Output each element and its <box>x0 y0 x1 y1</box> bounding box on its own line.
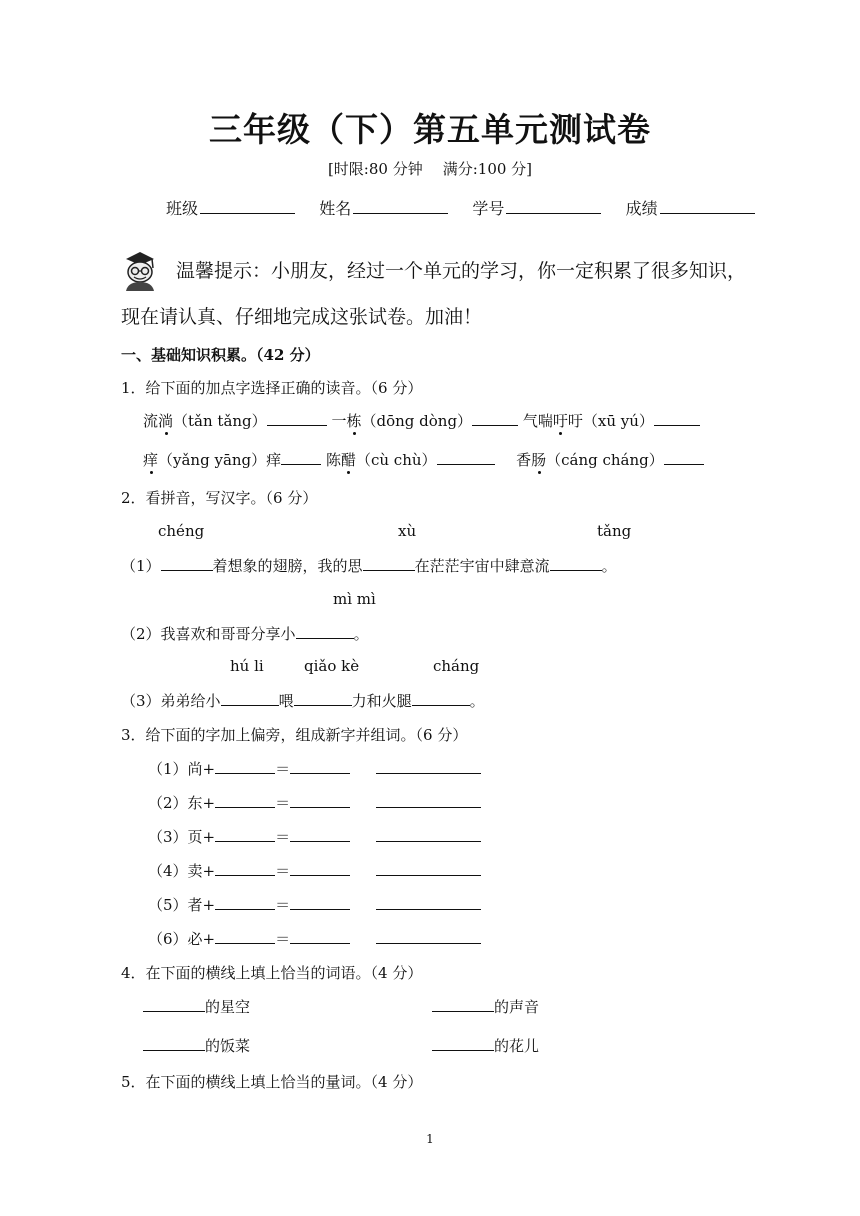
grade-field[interactable] <box>660 197 755 214</box>
new-character-blank[interactable] <box>290 894 350 910</box>
grade-label: 成绩 <box>625 199 658 218</box>
answer-blank[interactable] <box>143 1035 205 1051</box>
name-field[interactable] <box>353 197 448 214</box>
student-info-row <box>166 196 755 219</box>
question-1-row-1 <box>143 410 700 431</box>
answer-blank[interactable] <box>550 555 602 571</box>
sentence-text: 在茫茫宇宙中肆意流 <box>414 557 550 575</box>
section-heading: 一、基础知识积累。（42 分） <box>121 346 320 364</box>
sentence-text: 。 <box>469 692 485 710</box>
pinyin-hint: hú li <box>230 657 264 675</box>
word-blank[interactable] <box>376 860 481 876</box>
answer-blank[interactable] <box>432 996 494 1012</box>
item-number: （2） <box>148 794 188 812</box>
phrase-text: 的饭菜 <box>205 1037 251 1055</box>
page-number: 1 <box>426 1132 434 1146</box>
pinyin-options: （yǎng yāng）痒 <box>158 451 282 469</box>
pinyin-hint: mì mì <box>333 590 376 608</box>
pinyin-hint: xù <box>398 522 417 540</box>
word-blank[interactable] <box>376 792 481 808</box>
answer-blank[interactable] <box>437 449 495 465</box>
new-character-blank[interactable] <box>290 860 350 876</box>
question-4-item-d <box>432 1035 539 1056</box>
item-number: （3） <box>121 692 161 710</box>
new-character-blank[interactable] <box>290 826 350 842</box>
sentence-text: 着想象的翅膀，我的思 <box>212 557 363 575</box>
sentence-text: 。 <box>353 625 369 643</box>
class-field[interactable] <box>200 197 295 214</box>
radical-blank[interactable] <box>215 928 275 944</box>
sentence-text: 。 <box>601 557 617 575</box>
item-number: （5） <box>148 896 188 914</box>
pinyin-hint: tǎng <box>597 522 632 540</box>
item-number: （3） <box>148 828 188 846</box>
answer-blank[interactable] <box>161 555 213 571</box>
radical-blank[interactable] <box>215 792 275 808</box>
sentence-text: 我喜欢和哥哥分享小 <box>160 625 296 643</box>
word-text: 一 <box>331 412 347 430</box>
answer-blank[interactable] <box>143 996 205 1012</box>
word-blank[interactable] <box>376 826 481 842</box>
base-character: 页+ <box>187 828 216 846</box>
equals-sign: ＝ <box>275 828 291 846</box>
tip-line-1: 温馨提示：小朋友，经过一个单元的学习，你一定积累了很多知识， <box>176 260 747 282</box>
question-4-item-b <box>432 996 539 1017</box>
sentence-text: 力和火腿 <box>351 692 412 710</box>
new-character-blank[interactable] <box>290 792 350 808</box>
question-2-stem: 2．看拼音，写汉字。（6 分） <box>121 489 318 507</box>
question-2-sentence-2 <box>121 623 369 644</box>
question-1-row-2 <box>143 449 704 470</box>
question-5-stem: 5．在下面的横线上填上恰当的量词。（4 分） <box>121 1073 423 1091</box>
radical-blank[interactable] <box>215 826 275 842</box>
equals-sign: ＝ <box>275 930 291 948</box>
answer-blank[interactable] <box>267 410 327 426</box>
dotted-char: 栋 <box>346 412 362 430</box>
pinyin-options: （tǎn tǎng） <box>173 412 267 430</box>
dotted-char: 痒 <box>143 451 159 469</box>
question-3-row <box>148 792 481 813</box>
answer-blank[interactable] <box>281 449 321 465</box>
pinyin-options: （cù chù） <box>355 451 437 469</box>
pinyin-options: （dōng dòng） <box>361 412 473 430</box>
word-text: 香 <box>516 451 532 469</box>
item-number: （1） <box>148 760 188 778</box>
number-field[interactable] <box>506 197 601 214</box>
word-text: 吁 <box>567 412 583 430</box>
time-limit: [时限:80 分钟 <box>327 160 423 178</box>
question-3-row <box>148 894 481 915</box>
question-2-sentence-3 <box>121 690 485 711</box>
new-character-blank[interactable] <box>290 928 350 944</box>
question-1-stem: 1．给下面的加点字选择正确的读音。（6 分） <box>121 379 423 397</box>
equals-sign: ＝ <box>275 862 291 880</box>
answer-blank[interactable] <box>432 1035 494 1051</box>
phrase-text: 的花儿 <box>494 1037 540 1055</box>
item-number: （1） <box>121 557 161 575</box>
word-text: 流 <box>143 412 159 430</box>
question-3-row <box>148 758 481 779</box>
dotted-char: 醋 <box>340 451 356 469</box>
base-character: 必+ <box>187 930 216 948</box>
pinyin-options: （xū yú） <box>582 412 654 430</box>
answer-blank[interactable] <box>412 690 470 706</box>
radical-blank[interactable] <box>215 894 275 910</box>
class-label: 班级 <box>166 199 199 218</box>
dotted-char: 吁 <box>552 412 568 430</box>
question-4-item-c <box>143 1035 250 1056</box>
item-number: （4） <box>148 862 188 880</box>
word-blank[interactable] <box>376 928 481 944</box>
answer-blank[interactable] <box>363 555 415 571</box>
dotted-char: 淌 <box>158 412 174 430</box>
question-2-sentence-1 <box>121 555 617 576</box>
radical-blank[interactable] <box>215 860 275 876</box>
question-3-row <box>148 928 481 949</box>
pinyin-hint: cháng <box>433 657 480 675</box>
item-number: （6） <box>148 930 188 948</box>
student-mascot-icon <box>120 250 160 292</box>
word-text: 气喘 <box>522 412 553 430</box>
question-3-stem: 3．给下面的字加上偏旁，组成新字并组词。（6 分） <box>121 726 468 744</box>
pinyin-options: （cáng cháng） <box>546 451 664 469</box>
number-label: 学号 <box>472 199 505 218</box>
equals-sign: ＝ <box>275 760 291 778</box>
radical-blank[interactable] <box>215 758 275 774</box>
sentence-text: 弟弟给小 <box>160 692 221 710</box>
item-number: （2） <box>121 625 161 643</box>
question-4-item-a <box>143 996 250 1017</box>
sentence-text: 喂 <box>278 692 294 710</box>
answer-blank[interactable] <box>296 623 354 639</box>
question-3-row <box>148 860 481 881</box>
base-character: 卖+ <box>187 862 216 880</box>
full-score: 满分:100 分] <box>442 160 533 178</box>
answer-blank[interactable] <box>664 449 704 465</box>
dotted-char: 肠 <box>531 451 547 469</box>
answer-blank[interactable] <box>294 690 352 706</box>
word-text: 陈 <box>325 451 341 469</box>
pinyin-hint: qiǎo kè <box>304 657 360 675</box>
base-character: 者+ <box>187 896 216 914</box>
base-character: 东+ <box>187 794 216 812</box>
word-blank[interactable] <box>376 894 481 910</box>
page-title: 三年级（下）第五单元测试卷 <box>209 110 651 149</box>
pinyin-hint: chéng <box>158 522 205 540</box>
base-character: 尚+ <box>187 760 216 778</box>
question-3-row <box>148 826 481 847</box>
question-4-stem: 4．在下面的横线上填上恰当的词语。（4 分） <box>121 964 423 982</box>
exam-meta <box>0 158 860 179</box>
phrase-text: 的声音 <box>494 998 540 1016</box>
equals-sign: ＝ <box>275 794 291 812</box>
tip-line-2: 现在请认真、仔细地完成这张试卷。加油！ <box>121 306 483 328</box>
word-blank[interactable] <box>376 758 481 774</box>
name-label: 姓名 <box>319 199 352 218</box>
equals-sign: ＝ <box>275 896 291 914</box>
answer-blank[interactable] <box>221 690 279 706</box>
phrase-text: 的星空 <box>205 998 251 1016</box>
new-character-blank[interactable] <box>290 758 350 774</box>
answer-blank[interactable] <box>654 410 700 426</box>
answer-blank[interactable] <box>472 410 518 426</box>
